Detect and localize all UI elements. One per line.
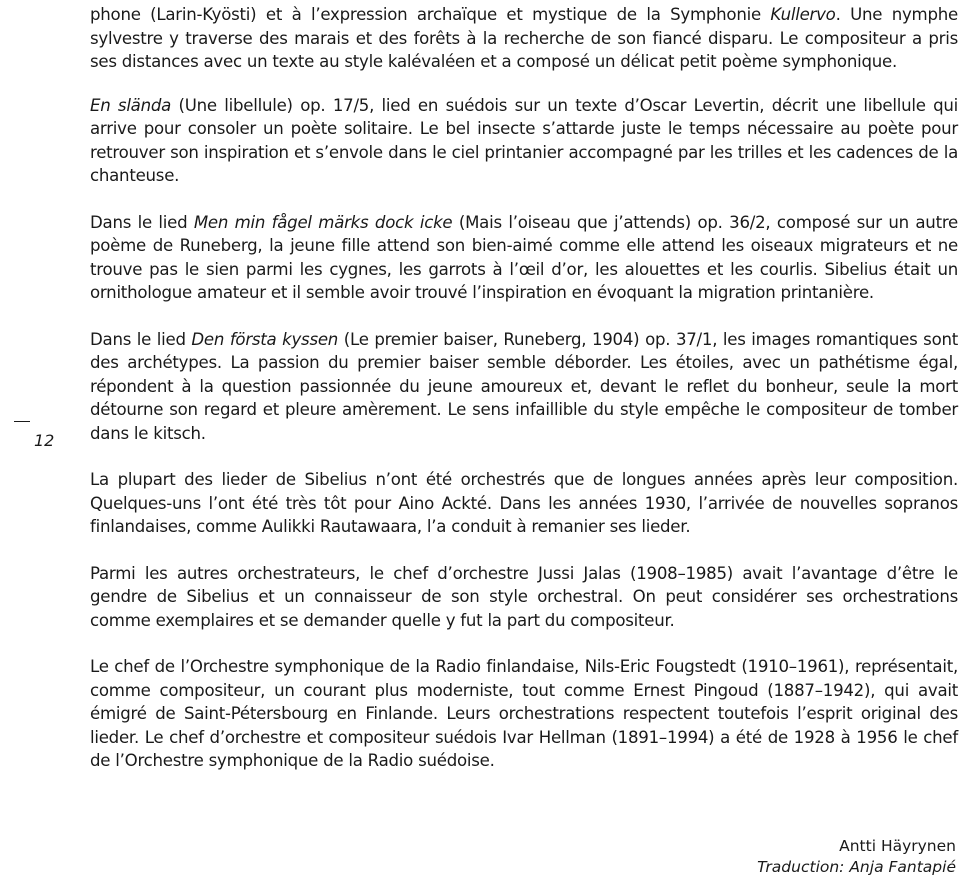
paragraph-men-min-fagel xyxy=(90,211,958,305)
text-run: (Le premier baiser, Runeberg, 1904) op. 37/1, les images romantiques sont des archétypes. La passion du premier baiser semble déborder. Les étoiles, avec un pathétisme égal, répondent à la question passionnée du jeune amoureux et, devant le reflet du bonheur, seule la mort détourne son regard et pleure amèrement. Le sens infaillible du style empêche le compositeur de tomber dans le kitsch. xyxy=(90,329,959,443)
author-name: Antti Häyrynen xyxy=(839,837,956,855)
text-run: Dans le lied xyxy=(90,212,194,232)
text-run: (Mais l’oiseau que j’attends) op. 36/2, composé sur un autre poème de Runeberg, la jeune fille attend son bien-aimé comme elle attend les oiseaux migrateurs et ne trouve pas le sien parmi les cygnes, les garrots à l’œil d’or, les alouettes et les courlis. Sibelius était un ornithologue amateur et il semble avoir trouvé l’inspiration en évoquant la migration printanière. xyxy=(90,212,958,302)
signature-block xyxy=(757,836,956,878)
paragraph-jussi-jalas xyxy=(90,562,958,633)
text-run: phone (Larin-Kyösti) et à l’expression archaïque et mystique de la Symphonie xyxy=(90,5,771,24)
text-run: (Une libellule) op. 17/5, lied en suédois sur un texte d’Oscar Levertin, décrit une libellule qui arrive pour consoler un poète solitaire. Le bel insecte s’attarde juste le temps nécessaire au poète pour retrouver son inspiration et s’envole dans le ciel printanier accompagné par les trilles et les cadences de la chanteuse. xyxy=(90,95,958,185)
text-run: Parmi les autres orchestrateurs, le chef d’orchestre Jussi Jalas (1908–1985) avait l’avantage d’être le gendre de Sibelius et un connaisseur de son style orchestral. On peut considérer ses orchestrations comme exemplaires et se demander quelle y fut la part du compositeur. xyxy=(90,563,958,630)
italic-title: Men min fågel märks dock icke xyxy=(193,212,453,232)
text-run: . Une nymphe sylvestre y traverse des marais et des forêts à la recherche de son fiancé disparu. Le compositeur a pris ses distances avec un texte au style kalévaléen et a composé un délicat petit poème symphonique. xyxy=(90,5,958,71)
text-run: La plupart des lieder de Sibelius n’ont été orchestrés que de longues années après leur composition. Quelques-uns l’ont été très tôt pour Aino Ackté. Dans les années 1930, l’arrivée de nouvelles sopranos finlandaises, comme Aulikki Rautawaara, l’a conduit à remanier ses lieder. xyxy=(90,470,958,536)
italic-title: En slända xyxy=(90,95,172,115)
italic-title: Kullervo xyxy=(770,5,836,24)
paragraph-kullervo xyxy=(90,3,958,74)
paragraph-den-forsta-kyssen xyxy=(90,328,958,446)
article-body xyxy=(90,3,958,796)
translator-credit: Traduction: Anja Fantapié xyxy=(757,858,956,876)
page-number-rule xyxy=(14,421,30,422)
text-run: Le chef de l’Orchestre symphonique de la Radio finlandaise, Nils-Eric Fougstedt (1910–1961), représentait, comme compositeur, un courant plus moderniste, tout comme Ernest Pingoud (1887–1942), qui avait émigré de Saint-Pétersbourg en Finlande. Leurs orchestrations respectent toutefois l’esprit original des lieder. Le chef d’orchestre et compositeur suédois Ivar Hellman (1891–1994) a été de 1928 à 1956 le chef de l’Orchestre symphonique de la Radio suédoise. xyxy=(90,657,958,770)
italic-title: Den första kyssen xyxy=(191,329,339,349)
paragraph-fougstedt xyxy=(90,655,958,773)
paragraph-en-slanda xyxy=(90,94,958,188)
page-number: 12 xyxy=(34,431,55,450)
text-run: Dans le lied xyxy=(90,329,192,349)
paragraph-orchestration xyxy=(90,468,958,539)
